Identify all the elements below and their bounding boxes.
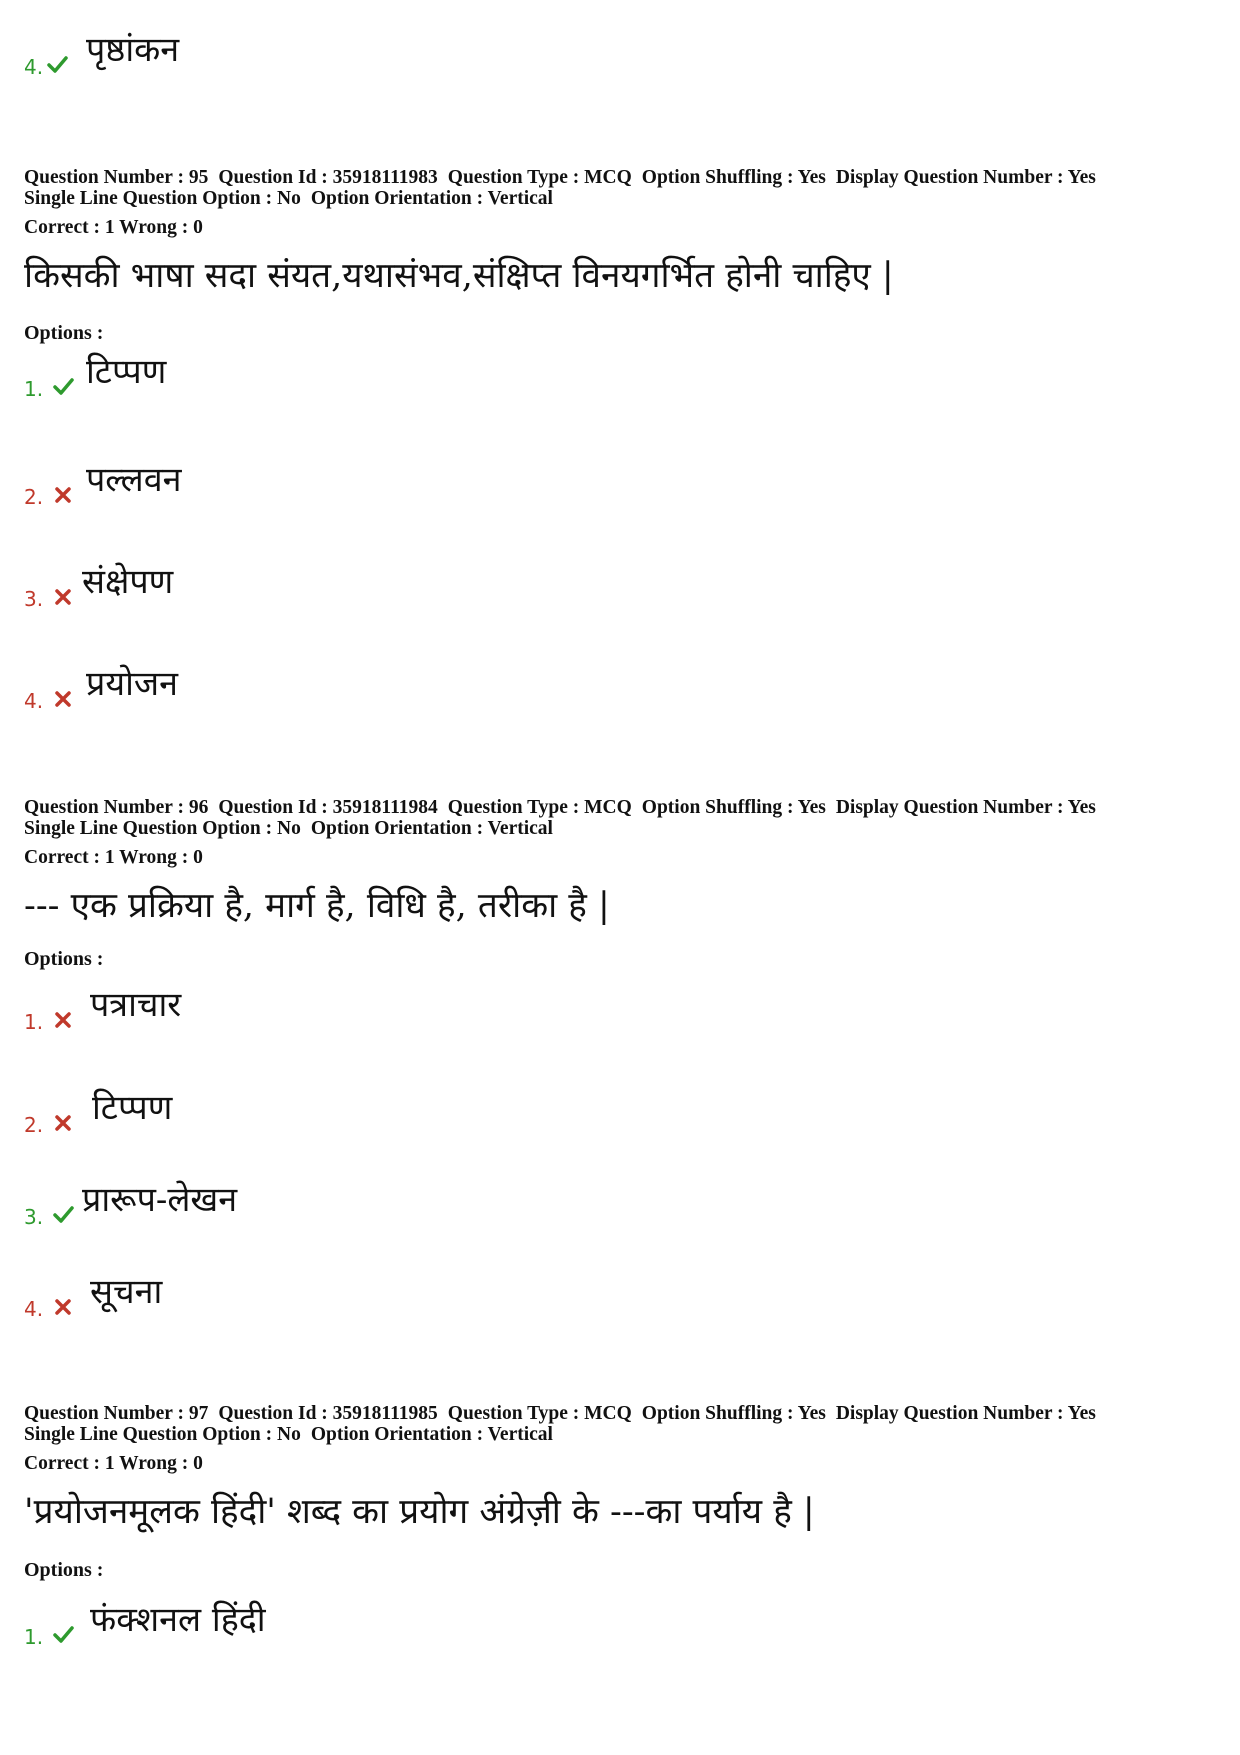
option-row (24, 664, 724, 716)
option-number: 4. (24, 55, 44, 79)
option-row (24, 1272, 724, 1324)
option-row (24, 985, 724, 1037)
question-text: --- एक प्रक्रिया है, मार्ग है, विधि है, तरीका है | (24, 886, 610, 926)
question-marks: Correct : 1 Wrong : 0 (24, 1453, 203, 1474)
question-meta-line2: Single Line Question Option : No Option Orientation : Vertical (24, 188, 553, 209)
check-icon (46, 54, 68, 76)
option-text: प्रयोजन (86, 664, 178, 704)
option-text: पृष्ठांकन (86, 30, 180, 70)
option-text: सूचना (90, 1272, 163, 1312)
options-label: Options : (24, 948, 104, 970)
cross-icon (52, 688, 74, 710)
question-meta-line1: Question Number : 95 Question Id : 35918111983 Question Type : MCQ Option Shuffling : Yes Display Question Number : Yes (24, 167, 1096, 188)
option-row (24, 460, 724, 512)
option-number: 1. (24, 1625, 44, 1649)
option-number: 3. (24, 587, 44, 611)
option-row (24, 1088, 724, 1140)
option-number: 1. (24, 377, 44, 401)
option-number: 2. (24, 1113, 44, 1137)
option-text: प्रारूप-लेखन (82, 1180, 238, 1220)
option-row (24, 1600, 724, 1652)
check-icon (52, 1204, 74, 1226)
cross-icon (52, 484, 74, 506)
check-icon (52, 376, 74, 398)
options-label: Options : (24, 1559, 104, 1581)
question-meta-line1: Question Number : 96 Question Id : 35918111984 Question Type : MCQ Option Shuffling : Yes Display Question Number : Yes (24, 797, 1096, 818)
option-text: टिप्पण (92, 1088, 173, 1128)
question-text: किसकी भाषा सदा संयत,यथासंभव,संक्षिप्त विनयगर्भित होनी चाहिए | (24, 256, 894, 296)
question-marks: Correct : 1 Wrong : 0 (24, 847, 203, 868)
option-row (24, 352, 724, 404)
option-number: 3. (24, 1205, 44, 1229)
option-number: 1. (24, 1010, 44, 1034)
option-number: 4. (24, 689, 44, 713)
option-text: टिप्पण (86, 352, 167, 392)
option-text: फंक्शनल हिंदी (90, 1600, 266, 1640)
question-meta-line1: Question Number : 97 Question Id : 35918111985 Question Type : MCQ Option Shuffling : Yes Display Question Number : Yes (24, 1403, 1096, 1424)
option-row (24, 1180, 724, 1232)
option-text: पल्लवन (86, 460, 182, 500)
cross-icon (52, 1112, 74, 1134)
question-marks: Correct : 1 Wrong : 0 (24, 217, 203, 238)
question-text: 'प्रयोजनमूलक हिंदी' शब्द का प्रयोग अंग्रेज़ी के ---का पर्याय है | (24, 1492, 815, 1532)
option-number: 2. (24, 485, 44, 509)
prev-option-row (24, 30, 724, 82)
question-meta-line2: Single Line Question Option : No Option Orientation : Vertical (24, 818, 553, 839)
question-meta-line2: Single Line Question Option : No Option Orientation : Vertical (24, 1424, 553, 1445)
option-number: 4. (24, 1297, 44, 1321)
option-text: संक्षेपण (82, 562, 174, 602)
check-icon (52, 1624, 74, 1646)
cross-icon (52, 586, 74, 608)
options-label: Options : (24, 322, 104, 344)
cross-icon (52, 1009, 74, 1031)
option-row (24, 562, 724, 614)
option-text: पत्राचार (90, 985, 182, 1025)
cross-icon (52, 1296, 74, 1318)
